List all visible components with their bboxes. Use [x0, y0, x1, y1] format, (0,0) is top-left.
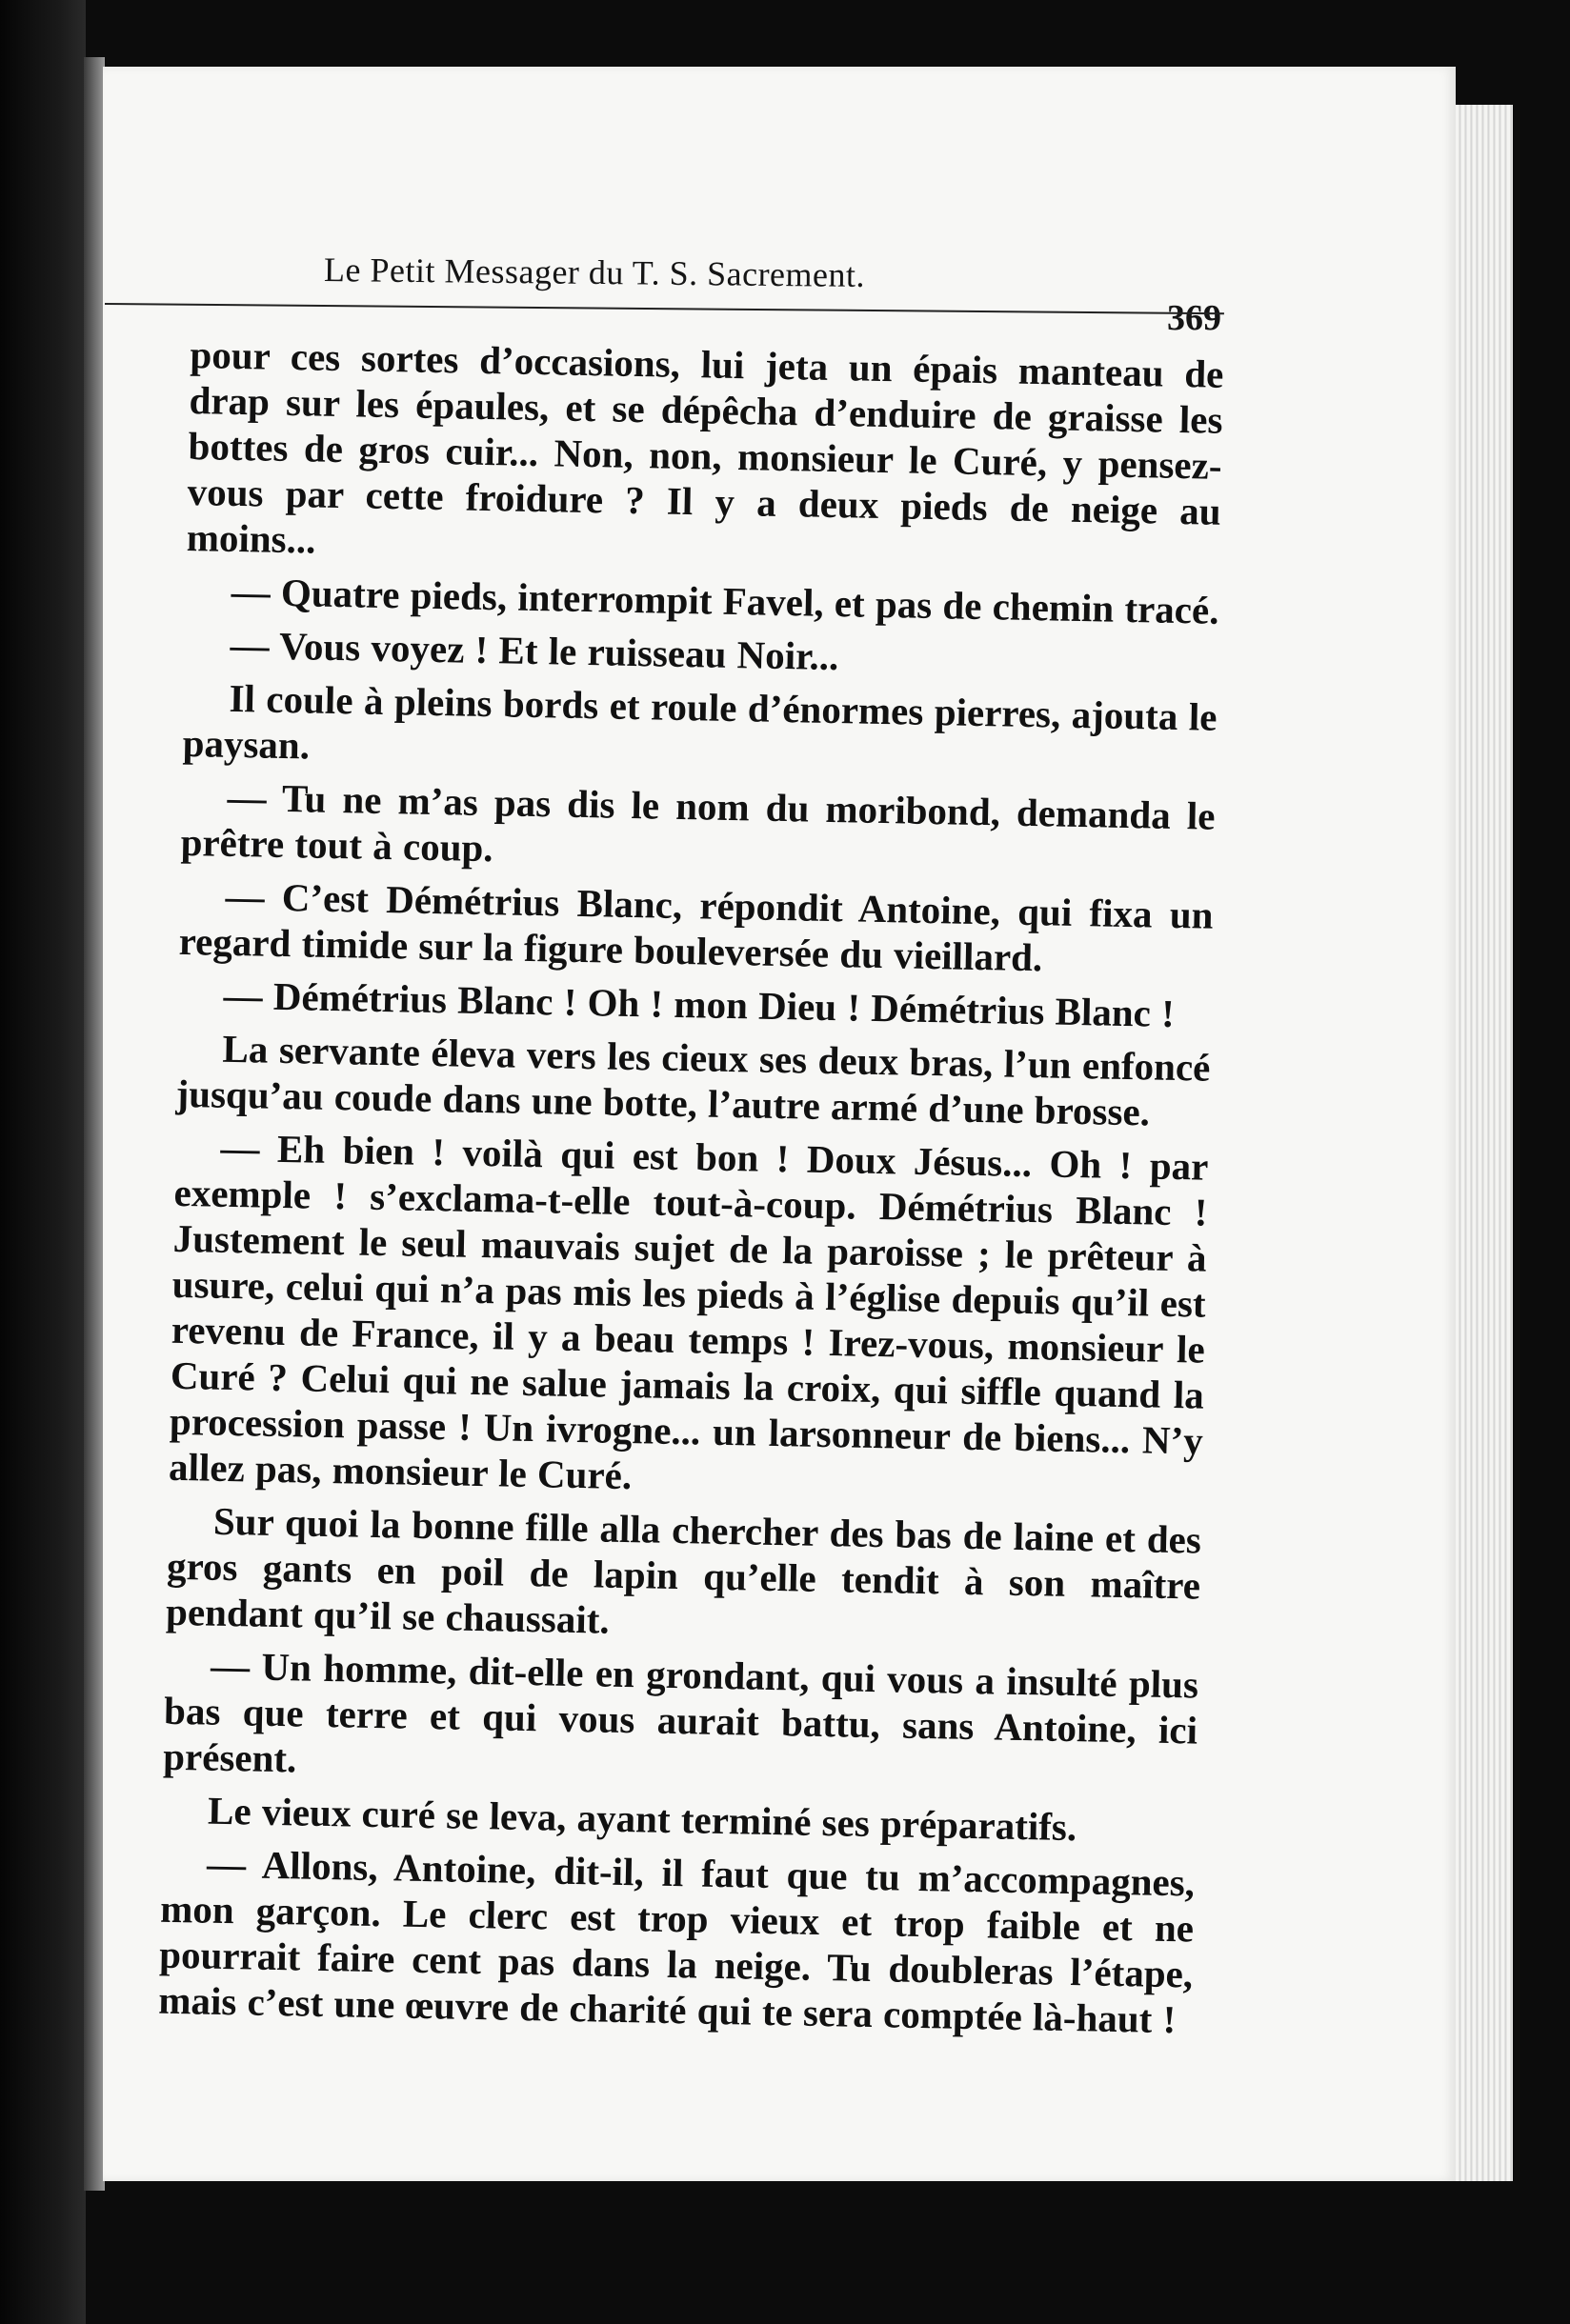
- page-gutter: [84, 57, 105, 2191]
- running-title: Le Petit Messager du T. S. Sacrement.: [323, 250, 866, 294]
- paragraph: pour ces sortes d’occasions, lui jeta un épais manteau de drap sur les épaules, et se dépêcha d’enduire de graisse les bottes de gros cuir... Non, non, monsieur le Curé, y pensez-vous par cette froidure ? Il y a deux pieds de neige au moins...: [186, 331, 1224, 562]
- paragraph: — C’est Démétrius Blanc, répondit Antoine, qui fixa un regard timide sur la figure bouleversée du vieillard.: [178, 873, 1214, 980]
- page-number: 369: [1167, 298, 1221, 338]
- page-edges: [1456, 105, 1513, 2181]
- body-text: [158, 331, 1224, 2051]
- paragraph: — Vous voyez ! Et le ruisseau Noir...: [230, 622, 839, 679]
- paragraph: — Quatre pieds, interrompit Favel, et pas de chemin tracé.: [231, 569, 1219, 632]
- paragraph: — Un homme, dit-elle en grondant, qui vous a insulté plus bas que terre et qui vous aurait battu, sans Antoine, ici présent.: [162, 1643, 1199, 1781]
- paragraph: — Eh bien ! voilà qui est bon ! Doux Jésus... Oh ! par exemple ! s’exclama-t-elle tout-à-coup. Démétrius Blanc ! Justement le seul mauvais sujet de la paroisse ; le prêteur à usure, celui qui n’a pas mis les pieds à l’église depuis qu’il est revenu de France, il y a beau temps ! Irez-vous, monsieur le Curé ? Celui qui ne salue jamais la croix, qui siffle quand la procession passe ! Un ivrogne... un larsonneur de biens... N’y allez pas, monsieur le Curé.: [168, 1125, 1209, 1498]
- paragraph: — Tu ne m’as pas dis le nom du moribond, demanda le prêtre tout à coup.: [180, 774, 1216, 871]
- paragraph: Sur quoi la bonne fille alla chercher des bas de laine et des gros gants en poil de lapin qu’elle tendit à son maître pendant qu’il se chaussait.: [165, 1498, 1202, 1642]
- paragraph: La servante éleva vers les cieux ses deux bras, l’un enfoncé jusqu’au coude dans une botte, l’autre armé d’une brosse.: [175, 1026, 1211, 1134]
- paragraph: Le vieux curé se leva, ayant terminé ses préparatifs.: [207, 1788, 1077, 1850]
- book-binding-shadow: [0, 0, 86, 2324]
- paragraph: Il coule à pleins bords et roule d’énormes pierres, ajouta le paysan.: [182, 675, 1218, 768]
- paragraph: — Allons, Antoine, dit-il, il faut que tu m’accompagnes, mon garçon. Le clerc est trop vieux et trop faible et ne pourrait faire cent pas dans la neige. Tu doubleras l’étape, mais c’est une œuvre de charité qui te sera comptée là-haut !: [157, 1841, 1196, 2042]
- paragraph: — Démétrius Blanc ! Oh ! mon Dieu ! Démétrius Blanc !: [223, 972, 1176, 1035]
